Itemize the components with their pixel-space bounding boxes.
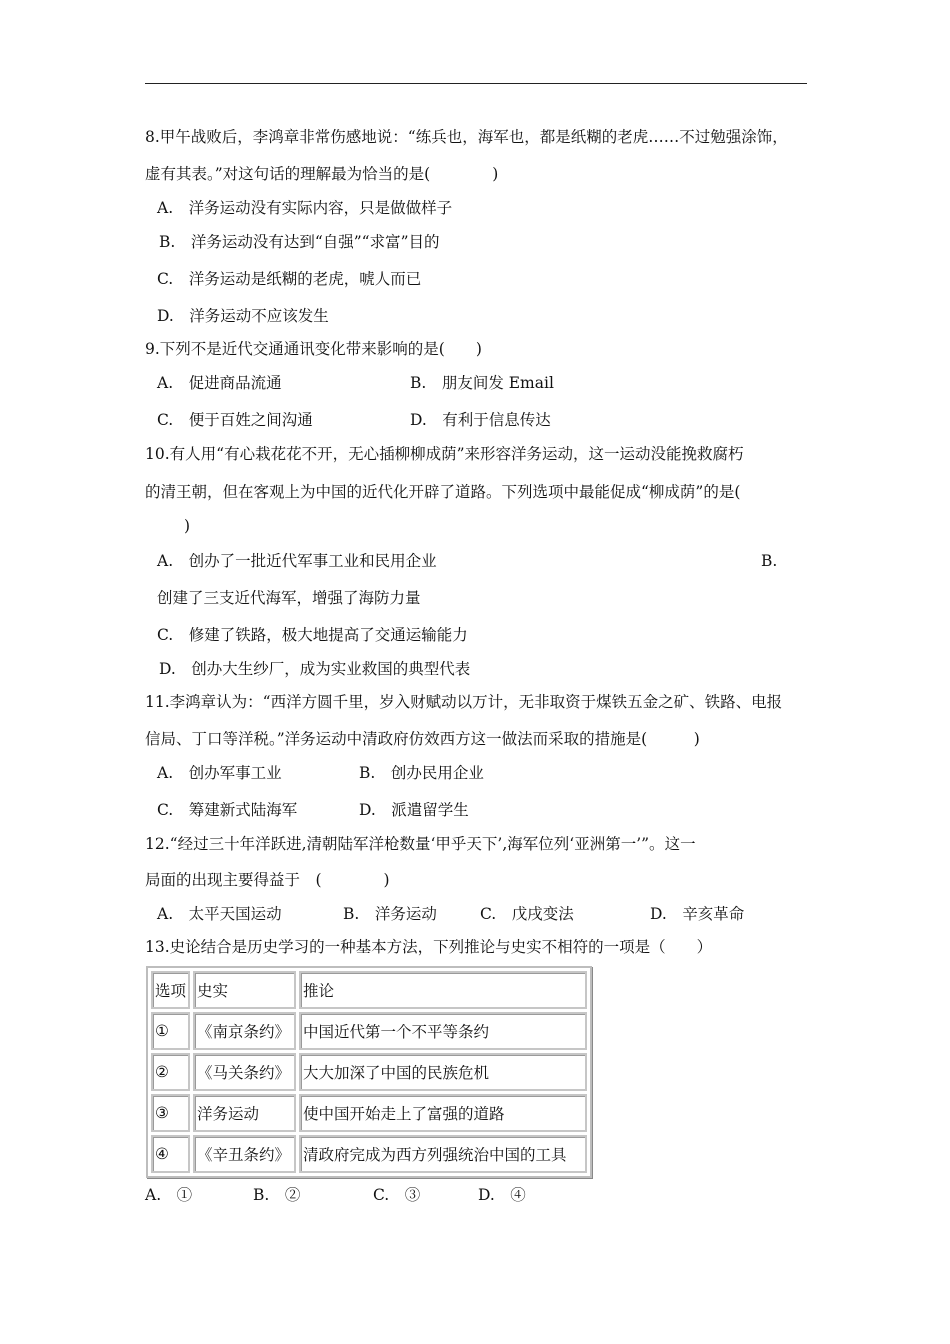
q8-option-d: D. 洋务运动不应该发生 [157, 307, 329, 325]
table-header-row [151, 971, 587, 1009]
table-cell: 使中国开始走上了富强的道路 [299, 1094, 587, 1132]
q13-option-a: A. ① [145, 1186, 193, 1204]
q9-stem-line1: 9.下列不是近代交通通讯变化带来影响的是( ) [145, 340, 482, 358]
q9-option-d: D. 有利于信息传达 [410, 411, 551, 429]
history-table [146, 966, 592, 1178]
q10-option-a: A. 创办了一批近代军事工业和民用企业 [157, 552, 437, 570]
q10-stem-line2: 的清王朝，但在客观上为中国的近代化开辟了道路。下列选项中最能促成“柳成荫”的是( [145, 483, 741, 501]
table-cell: 清政府完成为西方列强统治中国的工具 [299, 1135, 587, 1173]
table-cell: 《南京条约》 [193, 1012, 296, 1050]
q8-option-b: B. 洋务运动没有达到“自强”“求富”目的 [159, 233, 440, 251]
q13-option-c: C. ③ [373, 1186, 421, 1204]
q10-option-b-label: B. [761, 552, 778, 570]
table-header-cell: 史实 [193, 971, 296, 1009]
q12-option-a: A. 太平天国运动 [157, 905, 282, 923]
header-rule [145, 83, 807, 84]
table-cell: 《辛丑条约》 [193, 1135, 296, 1173]
q11-stem-line1: 11.李鸿章认为：“西洋方圆千里，岁入财赋动以万计，无非取资于煤铁五金之矿、铁路、电报 [145, 693, 783, 711]
q11-stem-line2: 信局、丁口等洋税。”洋务运动中清政府仿效西方这一做法而采取的措施是( ) [145, 730, 700, 748]
table-row [151, 1053, 587, 1091]
q11-option-c: C. 筹建新式陆海军 [157, 801, 298, 819]
q9-option-a: A. 促进商品流通 [157, 374, 282, 392]
q11-option-a: A. 创办军事工业 [157, 764, 282, 782]
q8-stem-line1: 8.甲午战败后，李鸿章非常伤感地说：“练兵也，海军也，都是纸糊的老虎……不过勉强涂饰， [145, 128, 788, 146]
q9-option-c: C. 便于百姓之间沟通 [157, 411, 313, 429]
q8-option-c: C. 洋务运动是纸糊的老虎，唬人而已 [157, 270, 422, 288]
q8-stem-line2: 虚有其表。”对这句话的理解最为恰当的是( ) [145, 165, 499, 183]
table-cell: 《马关条约》 [193, 1053, 296, 1091]
q12-option-c: C. 戊戌变法 [480, 905, 574, 923]
q9-option-b: B. 朋友间发 Email [410, 374, 554, 392]
q10-stem-line1: 10.有人用“有心栽花花不开，无心插柳柳成荫”来形容洋务运动，这一运动没能挽救腐朽 [145, 445, 744, 463]
table-cell: ③ [151, 1094, 190, 1132]
q10-option-b-text: 创建了三支近代海军，增强了海防力量 [157, 589, 421, 607]
q12-stem-line1: 12.“经过三十年洋跃进,清朝陆军洋枪数量‘甲乎天下’,海军位列‘亚洲第一’”。这一 [145, 835, 696, 853]
table-row [151, 1012, 587, 1050]
table-cell: ④ [151, 1135, 190, 1173]
table-row [151, 1094, 587, 1132]
table-cell: 中国近代第一个不平等条约 [299, 1012, 587, 1050]
table-cell: 大大加深了中国的民族危机 [299, 1053, 587, 1091]
table-cell: ② [151, 1053, 190, 1091]
q11-option-b: B. 创办民用企业 [359, 764, 484, 782]
table-header-cell: 选项 [151, 971, 190, 1009]
q13-option-b: B. ② [253, 1186, 301, 1204]
table-row [151, 1135, 587, 1173]
q8-option-a: A. 洋务运动没有实际内容，只是做做样子 [157, 199, 453, 217]
q10-stem-line3: ) [184, 517, 191, 535]
table-cell: ① [151, 1012, 190, 1050]
q12-option-b: B. 洋务运动 [343, 905, 437, 923]
q12-stem-line2: 局面的出现主要得益于 ( ) [145, 871, 390, 889]
table-cell: 洋务运动 [193, 1094, 296, 1132]
q13-stem-line1: 13.史论结合是历史学习的一种基本方法，下列推论与史实不相符的一项是（ ） [145, 938, 713, 956]
q13-option-d: D. ④ [478, 1186, 526, 1204]
q10-option-c: C. 修建了铁路，极大地提高了交通运输能力 [157, 626, 468, 644]
table-header-cell: 推论 [299, 971, 587, 1009]
q12-option-d: D. 辛亥革命 [650, 905, 745, 923]
q11-option-d: D. 派遣留学生 [359, 801, 469, 819]
q10-option-d: D. 创办大生纱厂，成为实业救国的典型代表 [159, 660, 471, 678]
